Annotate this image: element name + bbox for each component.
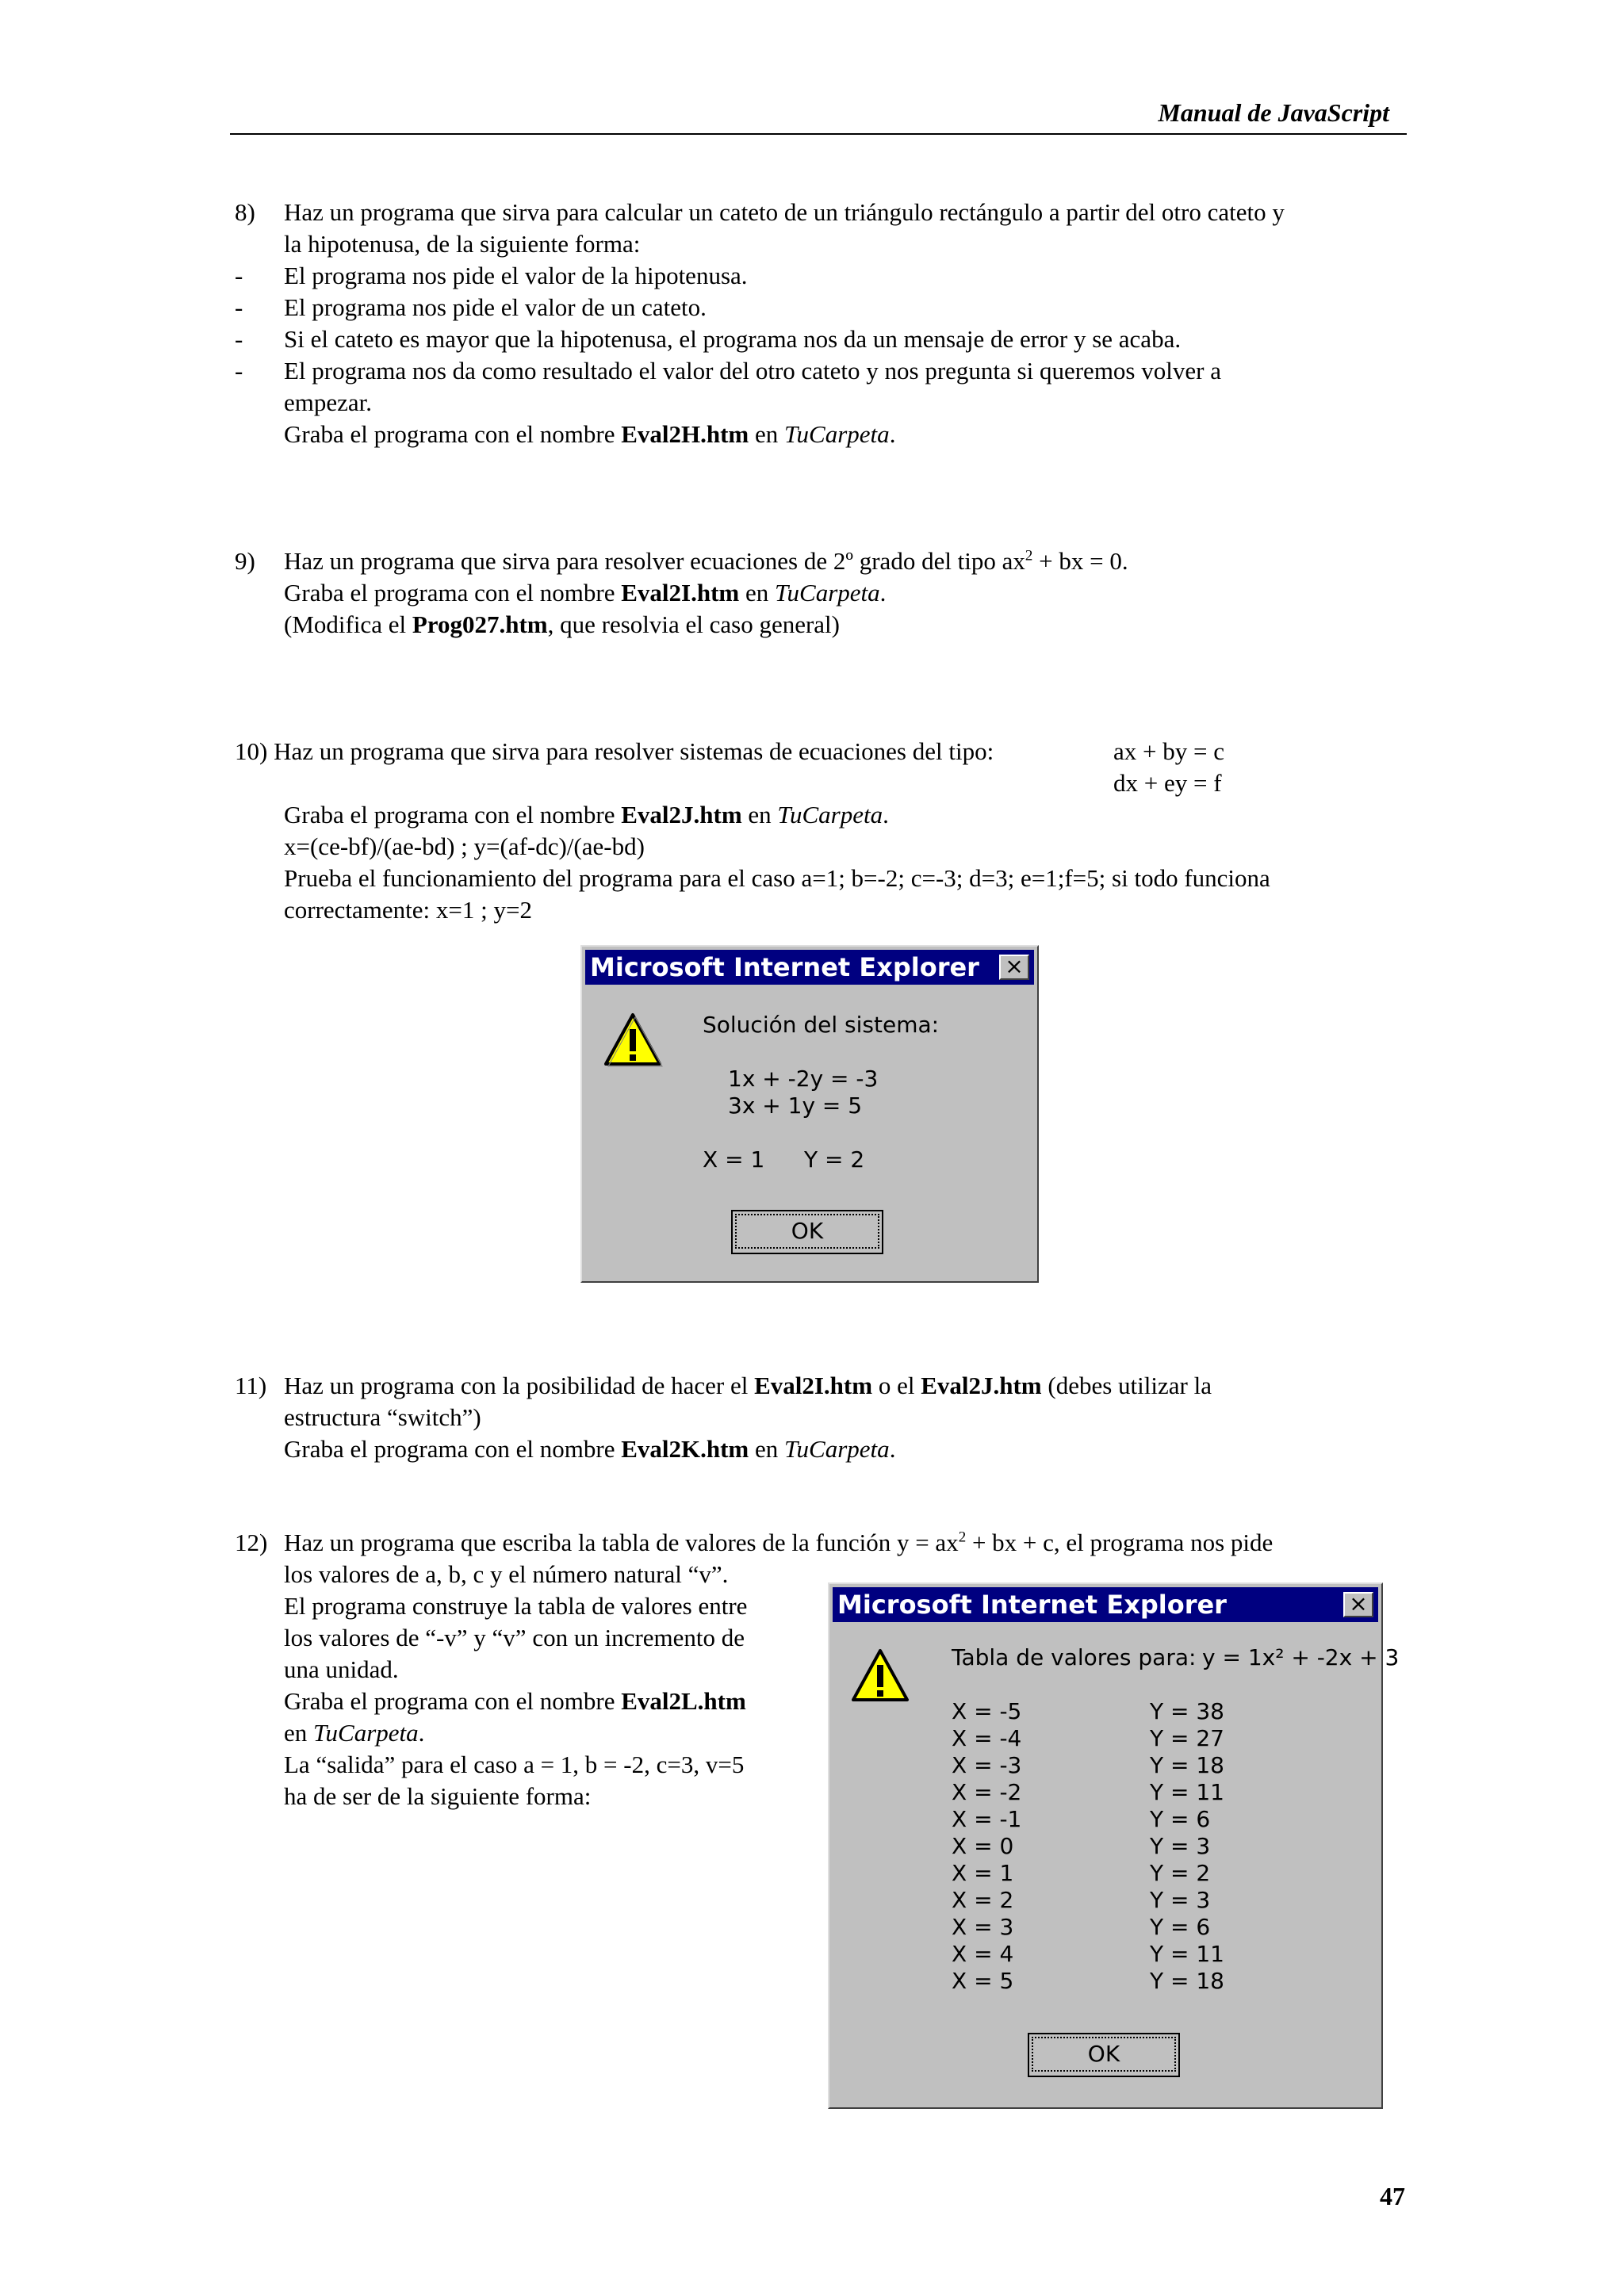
y-values-column [1150, 1698, 1224, 1995]
x-value: X = 1 [952, 1860, 1014, 1886]
y-value: Y = 3 [1150, 1887, 1211, 1913]
x-values-column [952, 1698, 1021, 1995]
file-name: Eval2J.htm [921, 1372, 1042, 1399]
dialog-title: Microsoft Internet Explorer [590, 952, 979, 982]
folder-name: TuCarpeta [313, 1719, 419, 1747]
file-name: Prog027.htm [412, 610, 548, 638]
x-value: X = -4 [952, 1725, 1022, 1751]
dialog-title-bar [585, 950, 1034, 985]
item9-modify-line: (Modifica el Prog027.htm, que resolvia el caso general) [284, 610, 840, 638]
item12-line4: los valores de “-v” y “v” con un incremento de [284, 1624, 745, 1651]
x-value: X = 5 [952, 1968, 1014, 1994]
y-value: Y = 3 [1150, 1833, 1211, 1859]
file-name: Eval2I.htm [754, 1372, 873, 1399]
folder-name: TuCarpeta [777, 801, 883, 828]
item11-save-line: Graba el programa con el nombre Eval2K.htm en TuCarpeta. [284, 1435, 896, 1463]
item9-save-line: Graba el programa con el nombre Eval2I.htm en TuCarpeta. [284, 579, 887, 607]
x-value: X = 3 [952, 1914, 1014, 1940]
item8-bullet-2: El programa nos pide el valor de un cateto. [284, 293, 707, 321]
y-value: Y = 38 [1150, 1698, 1224, 1724]
file-name: Eval2I.htm [621, 579, 740, 607]
item9-number: 9) [235, 547, 255, 575]
item8-line2: la hipotenusa, de la siguiente forma: [284, 230, 641, 258]
y-value: Y = 2 [1150, 1860, 1211, 1886]
item12-line9: ha de ser de la siguiente forma: [284, 1782, 592, 1810]
item12-line3: El programa construye la tabla de valores entre [284, 1592, 748, 1620]
header-title: Manual de JavaScript [1158, 98, 1389, 127]
item12-line1: Haz un programa que escriba la tabla de valores de la función $y = ax^2$ + bx + c, el programa nos pide [284, 1529, 1274, 1556]
item10-save-line: Graba el programa con el nombre Eval2J.htm en TuCarpeta. [284, 801, 889, 828]
x-value: X = 2 [952, 1887, 1014, 1913]
item8-save-line: Graba el programa con el nombre Eval2H.htm en TuCarpeta. [284, 420, 896, 448]
y-value: Y = 6 [1150, 1914, 1211, 1940]
item8-bullet-4-cont: empezar. [284, 388, 373, 416]
item8-line1: Haz un programa que sirva para calcular un cateto de un triángulo rectángulo a partir del otro cateto y [284, 198, 1285, 226]
item10-eq2: dx + ey = f [1113, 769, 1222, 797]
dialog-equation-2: 3x + 1y = 5 [728, 1093, 863, 1119]
folder-name: TuCarpeta [784, 420, 890, 448]
item12-line5: una unidad. [284, 1655, 399, 1683]
ok-button[interactable]: OK [1028, 2033, 1180, 2077]
bullet-mark: - [235, 262, 243, 289]
dialog-y-result: Y = 2 [804, 1146, 865, 1173]
item9-line1: Haz un programa que sirva para resolver ecuaciones de 2º grado del tipo $ax^2$ + bx = 0. [284, 547, 1128, 575]
y-value: Y = 11 [1150, 1941, 1224, 1967]
file-name: Eval2H.htm [621, 420, 749, 448]
item10-formula: x=(ce-bf)/(ae-bd) ; y=(af-dc)/(ae-bd) [284, 832, 645, 860]
item10-test-line1: Prueba el funcionamiento del programa para el caso a=1; b=-2; c=-3; d=3; e=1;f=5; si todo funciona [284, 864, 1270, 892]
x-value: X = 0 [952, 1833, 1014, 1859]
dialog-title-bar [833, 1587, 1378, 1622]
item10-line1: 10) Haz un programa que sirva para resolver sistemas de ecuaciones del tipo: [235, 737, 994, 765]
y-value: Y = 11 [1150, 1779, 1224, 1805]
item10-test-line2: correctamente: x=1 ; y=2 [284, 896, 532, 924]
dialog-equation-1: 1x + -2y = -3 [728, 1066, 879, 1092]
alert-dialog-table [828, 1582, 1400, 2109]
x-value: X = 4 [952, 1941, 1014, 1967]
dialog-heading: Tabla de valores para: [952, 1644, 1197, 1670]
x-value: X = -3 [952, 1752, 1022, 1778]
ok-button[interactable]: OK [731, 1210, 883, 1254]
bullet-mark: - [235, 293, 243, 321]
item11-number: 11) [235, 1372, 267, 1399]
dialog-title: Microsoft Internet Explorer [837, 1590, 1227, 1620]
x-value: X = -1 [952, 1806, 1022, 1832]
bullet-mark: - [235, 357, 243, 385]
item12-save-folder-line: en TuCarpeta. [284, 1719, 425, 1747]
close-icon[interactable]: × [1343, 1592, 1373, 1617]
header-rule [230, 133, 1407, 135]
dialog-x-result: X = 1 [703, 1146, 765, 1173]
x-value: X = -2 [952, 1779, 1022, 1805]
alert-dialog-system [580, 945, 1039, 1283]
item10-eq1: ax + by = c [1113, 737, 1224, 765]
bullet-mark: - [235, 325, 243, 353]
dialog-heading: Solución del sistema: [703, 1012, 940, 1038]
item11-line2: estructura “switch”) [284, 1403, 481, 1431]
y-value: Y = 18 [1150, 1752, 1224, 1778]
file-name: Eval2L.htm [621, 1687, 746, 1715]
close-icon[interactable]: × [999, 955, 1029, 980]
item12-line8: La “salida” para el caso a = 1, b = -2, c=3, v=5 [284, 1751, 745, 1778]
x-value: X = -5 [952, 1698, 1022, 1724]
item12-save-line: Graba el programa con el nombre Eval2L.htm [284, 1687, 746, 1715]
item12-number: 12) [235, 1529, 268, 1556]
file-name: Eval2J.htm [621, 801, 742, 828]
file-name: Eval2K.htm [621, 1435, 749, 1463]
item11-line1: Haz un programa con la posibilidad de hacer el Eval2I.htm o el Eval2J.htm (debes utilizar la [284, 1372, 1212, 1399]
item8-bullet-1: El programa nos pide el valor de la hipotenusa. [284, 262, 748, 289]
y-value: Y = 18 [1150, 1968, 1224, 1994]
warning-icon [850, 1647, 910, 1705]
item12-line2: los valores de a, b, c y el número natural “v”. [284, 1560, 729, 1588]
y-value: Y = 27 [1150, 1725, 1224, 1751]
item8-number: 8) [235, 198, 255, 226]
folder-name: TuCarpeta [774, 579, 880, 607]
warning-icon [603, 1012, 663, 1069]
page-number: 47 [1380, 2182, 1405, 2210]
item8-bullet-4: El programa nos da como resultado el valor del otro cateto y nos pregunta si queremos volver a [284, 357, 1221, 385]
y-value: Y = 6 [1150, 1806, 1211, 1832]
item8-bullet-3: Si el cateto es mayor que la hipotenusa, el programa nos da un mensaje de error y se acaba. [284, 325, 1182, 353]
folder-name: TuCarpeta [784, 1435, 890, 1463]
dialog-function: y = 1x² + -2x + 3 [1202, 1644, 1400, 1670]
